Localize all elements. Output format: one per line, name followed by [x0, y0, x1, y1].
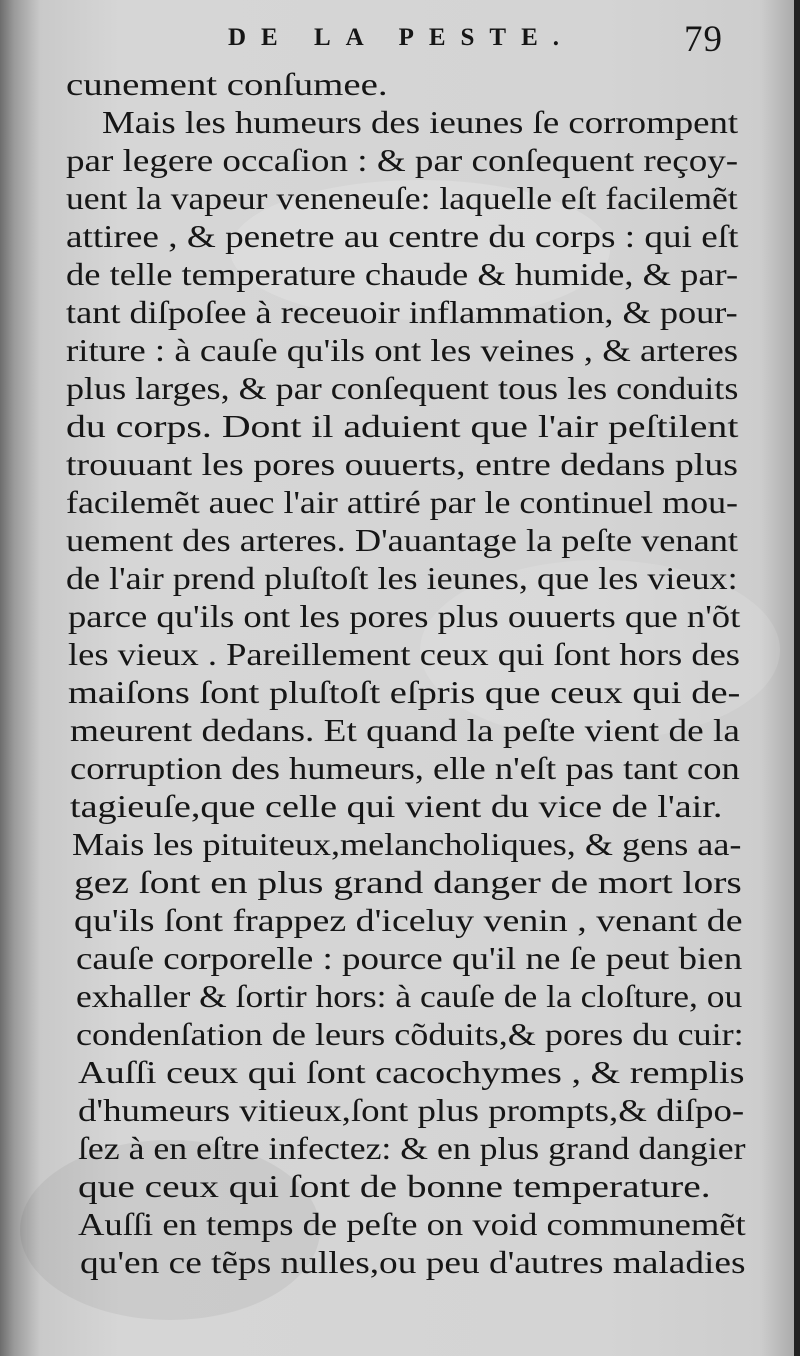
text-line: de l'air prend pluſtoſt les ieunes, que les vieux:: [66, 561, 738, 596]
text-line: Auſſi ceux qui ſont cacochymes , & remplis: [78, 1055, 745, 1090]
text-line: d'humeurs vitieux,ſont plus prompts,& diſpo-: [78, 1093, 745, 1128]
text-line: corruption des humeurs, elle n'eſt pas tant con: [70, 751, 740, 786]
text-line: meurent dedans. Et quand la peſte vient de la: [70, 713, 740, 748]
text-line: riture : à cauſe qu'ils ont les veines , & arteres: [66, 333, 739, 368]
text-line: Auſſi en temps de peſte on void communemẽt: [78, 1207, 746, 1242]
text-line: cunement conſumee.: [66, 67, 388, 102]
text-line: Mais les pituiteux,melancholiques, & gens aa-: [72, 827, 742, 862]
text-line: attiree , & penetre au centre du corps : qui eſt: [66, 219, 739, 254]
text-line: uement des arteres. D'auantage la peſte venant: [66, 523, 739, 558]
text-line: du corps. Dont il aduient que l'air peſtilent: [66, 409, 739, 444]
text-line: Mais les humeurs des ieunes ſe corrompent: [102, 105, 739, 140]
text-line: de telle temperature chaude & humide, & par-: [66, 257, 739, 292]
text-line: par legere occaſion : & par conſequent reçoy-: [66, 143, 739, 178]
text-line: qu'ils ſont frappez d'iceluy venin , venant de: [74, 903, 743, 938]
text-line: trouuant les pores ouuerts, entre dedans plus: [66, 447, 738, 482]
text-line: uent la vapeur veneneuſe: laquelle eſt facilemẽt: [66, 181, 738, 216]
text-line: exhaller & ſortir hors: à cauſe de la cloſture, ou: [76, 979, 743, 1014]
text-line: les vieux . Pareillement ceux qui ſont hors des: [68, 637, 740, 672]
text-line: facilemẽt auec l'air attiré par le continuel mou-: [66, 485, 739, 520]
text-line: tagieuſe,que celle qui vient du vice de l'air.: [70, 789, 723, 824]
page-number: 79: [684, 19, 723, 60]
text-line: tant diſpoſee à receuoir inflammation, & pour-: [66, 295, 738, 330]
text-line: ſez à en eſtre infectez: & en plus grand dangier: [78, 1131, 746, 1166]
text-line: condenſation de leurs cõduits,& pores du cuir:: [76, 1017, 744, 1052]
page-edge-shadow: [794, 0, 800, 1356]
running-title: DE LA PESTE.: [228, 24, 575, 51]
text-line: parce qu'ils ont les pores plus ouuerts que n'õt: [68, 599, 741, 634]
text-line: cauſe corporelle : pource qu'il ne ſe peut bien: [76, 941, 743, 976]
text-line: gez ſont en plus grand danger de mort lors: [74, 865, 742, 900]
text-line: que ceux qui ſont de bonne temperature.: [78, 1169, 711, 1204]
text-line: maiſons ſont pluſtoſt eſpris que ceux qui de-: [68, 675, 741, 710]
page-header: [0, 18, 800, 68]
text-line: qu'en ce tẽps nulles,ou peu d'autres maladies: [80, 1245, 746, 1280]
text-line: plus larges, & par conſequent tous les conduits: [66, 371, 739, 406]
